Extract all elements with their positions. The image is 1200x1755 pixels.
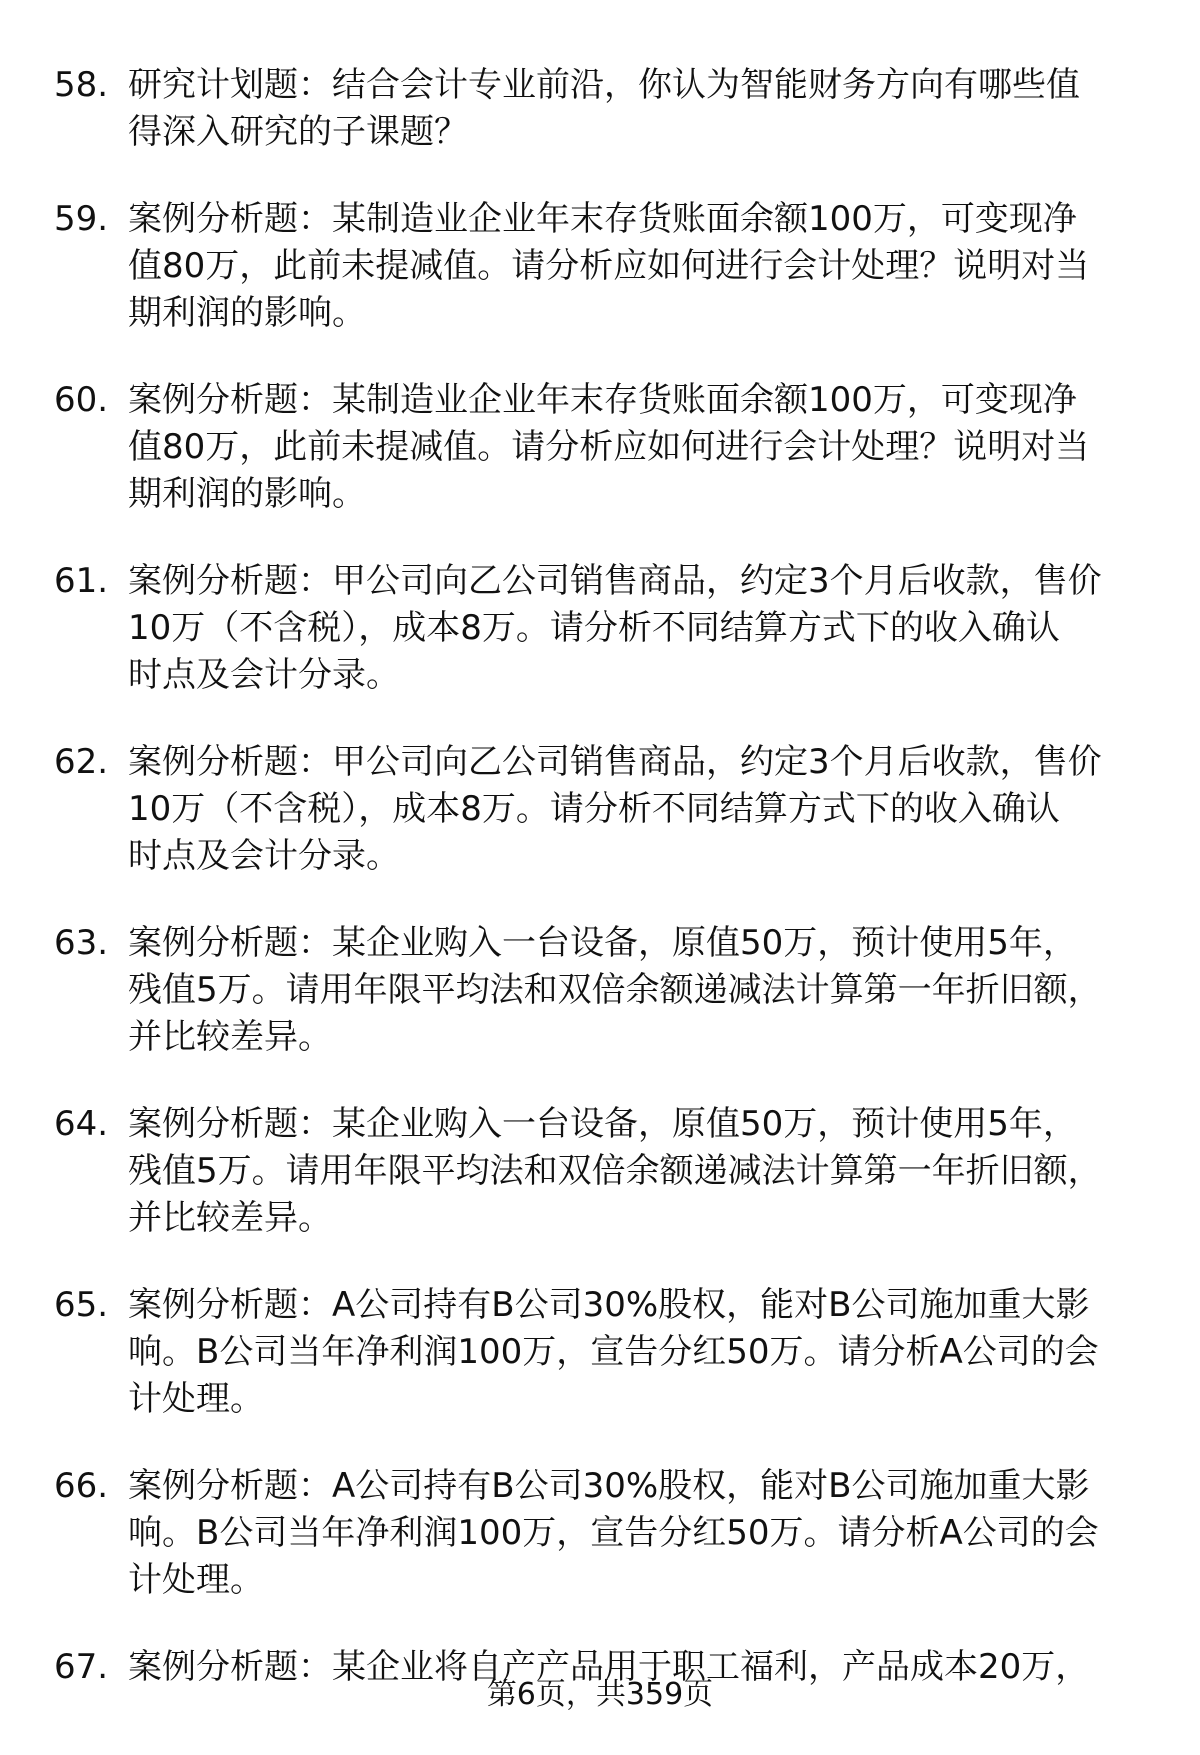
question-text-line: 案例分析题：某企业购入一台设备，原值50万，预计使用5年， — [128, 1104, 1077, 1144]
question-number: 63. — [54, 923, 109, 963]
question-text-line: 时点及会计分录。 — [128, 655, 400, 695]
question-text-line: 案例分析题：某制造业企业年末存货账面余额100万，可变现净 — [128, 380, 1077, 420]
question-item — [0, 1463, 1200, 1604]
question-number: 67. — [54, 1647, 109, 1687]
question-text-line: 残值5万。请用年限平均法和双倍余额递减法计算第一年折旧额， — [128, 970, 1102, 1010]
question-item — [0, 739, 1200, 880]
question-text-line: 期利润的影响。 — [128, 474, 366, 514]
question-number: 65. — [54, 1285, 109, 1325]
question-text-line: 案例分析题：某制造业企业年末存货账面余额100万，可变现净 — [128, 199, 1077, 239]
question-text-line: 案例分析题：A公司持有B公司30%股权，能对B公司施加重大影 — [128, 1466, 1090, 1506]
question-text-line: 得深入研究的子课题？ — [128, 112, 468, 152]
question-number: 59. — [54, 199, 109, 239]
question-text — [128, 1463, 1188, 1604]
question-number: 66. — [54, 1466, 109, 1506]
page-footer: 第6页，共359页 — [486, 1677, 714, 1712]
question-item — [0, 1282, 1200, 1423]
question-text — [128, 196, 1188, 337]
question-text — [128, 1282, 1188, 1423]
question-item — [0, 920, 1200, 1061]
question-text-line: 期利润的影响。 — [128, 293, 366, 333]
question-text-line: 10万（不含税），成本8万。请分析不同结算方式下的收入确认 — [128, 789, 1060, 829]
question-text-line: 时点及会计分录。 — [128, 836, 400, 876]
question-text-line: 响。B公司当年净利润100万，宣告分红50万。请分析A公司的会 — [128, 1332, 1099, 1372]
question-text-line: 10万（不含税），成本8万。请分析不同结算方式下的收入确认 — [128, 608, 1060, 648]
question-text — [128, 920, 1188, 1061]
question-text-line: 案例分析题：A公司持有B公司30%股权，能对B公司施加重大影 — [128, 1285, 1090, 1325]
question-text-line: 案例分析题：甲公司向乙公司销售商品，约定3个月后收款，售价 — [128, 742, 1102, 782]
question-number: 58. — [54, 65, 109, 105]
question-text-line: 值80万，此前未提减值。请分析应如何进行会计处理？说明对当 — [128, 246, 1090, 286]
question-number: 60. — [54, 380, 109, 420]
question-text-line: 并比较差异。 — [128, 1198, 332, 1238]
question-item — [0, 558, 1200, 699]
question-text — [128, 558, 1188, 699]
question-text — [128, 62, 1188, 156]
question-text-line: 响。B公司当年净利润100万，宣告分红50万。请分析A公司的会 — [128, 1513, 1099, 1553]
question-number: 61. — [54, 561, 109, 601]
question-list — [0, 62, 1200, 1731]
question-text-line: 案例分析题：某企业将自产产品用于职工福利，产品成本20万， — [128, 1647, 1090, 1687]
question-number: 62. — [54, 742, 109, 782]
question-text-line: 计处理。 — [128, 1560, 264, 1600]
question-text-line: 值80万，此前未提减值。请分析应如何进行会计处理？说明对当 — [128, 427, 1090, 467]
question-text-line: 残值5万。请用年限平均法和双倍余额递减法计算第一年折旧额， — [128, 1151, 1102, 1191]
question-text — [128, 377, 1188, 518]
question-text-line: 计处理。 — [128, 1379, 264, 1419]
question-text-line: 案例分析题：甲公司向乙公司销售商品，约定3个月后收款，售价 — [128, 561, 1102, 601]
question-text — [128, 739, 1188, 880]
question-number: 64. — [54, 1104, 109, 1144]
question-item — [0, 62, 1200, 156]
question-text — [128, 1101, 1188, 1242]
question-text-line: 案例分析题：某企业购入一台设备，原值50万，预计使用5年， — [128, 923, 1077, 963]
question-text-line: 研究计划题：结合会计专业前沿，你认为智能财务方向有哪些值 — [128, 65, 1080, 105]
question-text-line: 并比较差异。 — [128, 1017, 332, 1057]
question-item — [0, 1101, 1200, 1242]
question-item — [0, 196, 1200, 337]
question-item — [0, 377, 1200, 518]
